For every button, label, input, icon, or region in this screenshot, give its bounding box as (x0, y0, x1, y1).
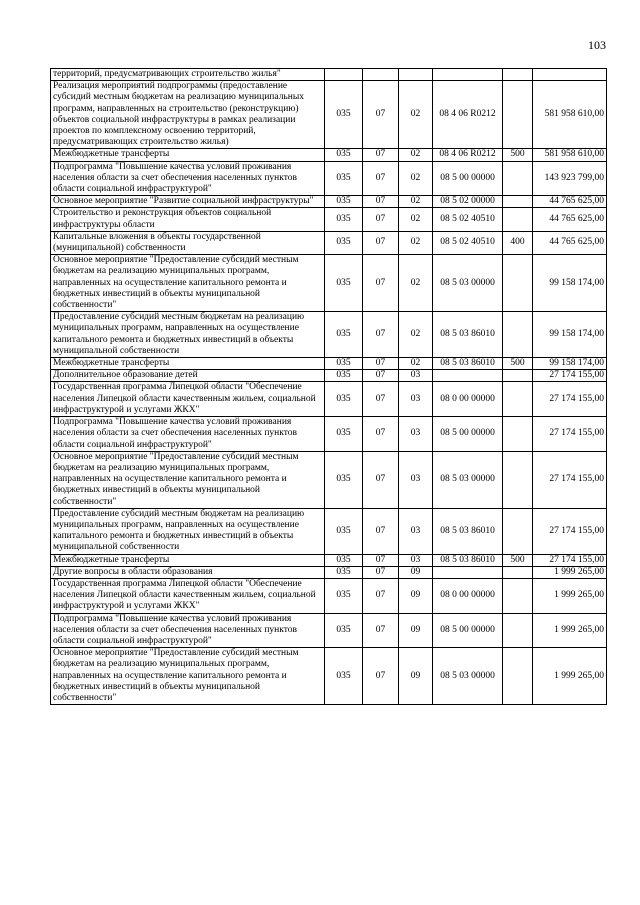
amount-cell: 27 174 155,00 (533, 508, 607, 554)
admin-code-cell: 035 (325, 566, 363, 578)
amount-cell: 99 158 174,00 (533, 255, 607, 312)
target-code-cell: 08 0 00 00000 (433, 578, 503, 613)
table-row (51, 554, 607, 566)
target-code-cell: 08 5 03 86010 (433, 554, 503, 566)
amount-cell: 1 999 265,00 (533, 613, 607, 648)
subsection-cell: 02 (399, 161, 433, 196)
row-name-cell: Межбюджетные трансферты (51, 554, 325, 566)
expense-type-cell: 500 (503, 149, 533, 161)
table-row (51, 613, 607, 648)
table-row (51, 451, 607, 508)
table-row (51, 566, 607, 578)
admin-code-cell: 035 (325, 255, 363, 312)
admin-code-cell: 035 (325, 578, 363, 613)
section-cell: 07 (363, 382, 399, 417)
table-row (51, 508, 607, 554)
expense-type-cell (503, 81, 533, 149)
target-code-cell (433, 370, 503, 382)
expense-type-cell (503, 196, 533, 208)
admin-code-cell: 035 (325, 613, 363, 648)
admin-code-cell: 035 (325, 382, 363, 417)
amount-cell: 1 999 265,00 (533, 566, 607, 578)
row-name-cell: Межбюджетные трансферты (51, 149, 325, 161)
amount-cell: 1 999 265,00 (533, 648, 607, 705)
section-cell (363, 69, 399, 81)
amount-cell: 27 174 155,00 (533, 370, 607, 382)
target-code-cell: 08 4 06 R0212 (433, 81, 503, 149)
subsection-cell: 02 (399, 358, 433, 370)
section-cell: 07 (363, 196, 399, 208)
subsection-cell: 03 (399, 508, 433, 554)
section-cell: 07 (363, 255, 399, 312)
admin-code-cell: 035 (325, 451, 363, 508)
amount-cell: 581 958 610,00 (533, 149, 607, 161)
row-name-cell: Предоставление субсидий местным бюджетам на реализацию муниципальных программ, направленных на осуществление капитального ремонта и бюджетных инвестиций в объекты муниципальной собственности (51, 312, 325, 358)
subsection-cell: 02 (399, 312, 433, 358)
table-row (51, 382, 607, 417)
section-cell: 07 (363, 312, 399, 358)
amount-cell: 44 765 625,00 (533, 231, 607, 254)
section-cell: 07 (363, 648, 399, 705)
expense-type-cell (503, 566, 533, 578)
section-cell: 07 (363, 578, 399, 613)
amount-cell: 99 158 174,00 (533, 358, 607, 370)
section-cell: 07 (363, 566, 399, 578)
table-row (51, 358, 607, 370)
target-code-cell: 08 5 03 86010 (433, 358, 503, 370)
row-name-cell: Подпрограмма "Повышение качества условий проживания населения области за счет обеспечения населенных пунктов области социальной инфраструктурой" (51, 613, 325, 648)
admin-code-cell (325, 69, 363, 81)
subsection-cell: 09 (399, 648, 433, 705)
admin-code-cell: 035 (325, 149, 363, 161)
row-name-cell: Реализация мероприятий подпрограммы (предоставление субсидий местным бюджетам на реализацию муниципальных программ, направленных на строительство (реконструкцию) объектов социальной инфраструктуры в рамках реализации проектов по комплексному освоению территорий, предусматривающих строительство жилья) (51, 81, 325, 149)
admin-code-cell: 035 (325, 370, 363, 382)
admin-code-cell: 035 (325, 81, 363, 149)
row-name-cell: Дополнительное образование детей (51, 370, 325, 382)
target-code-cell: 08 5 00 00000 (433, 417, 503, 452)
target-code-cell: 08 5 02 00000 (433, 196, 503, 208)
section-cell: 07 (363, 451, 399, 508)
subsection-cell: 09 (399, 578, 433, 613)
admin-code-cell: 035 (325, 161, 363, 196)
table-row (51, 161, 607, 196)
subsection-cell: 02 (399, 231, 433, 254)
expense-type-cell (503, 69, 533, 81)
expense-type-cell (503, 370, 533, 382)
admin-code-cell: 035 (325, 196, 363, 208)
subsection-cell: 02 (399, 196, 433, 208)
table-row (51, 81, 607, 149)
budget-table (50, 68, 607, 705)
expense-type-cell (503, 255, 533, 312)
amount-cell: 581 958 610,00 (533, 81, 607, 149)
row-name-cell: Другие вопросы в области образования (51, 566, 325, 578)
expense-type-cell (503, 417, 533, 452)
admin-code-cell: 035 (325, 231, 363, 254)
target-code-cell: 08 5 03 00000 (433, 451, 503, 508)
admin-code-cell: 035 (325, 312, 363, 358)
table-row (51, 312, 607, 358)
subsection-cell: 02 (399, 208, 433, 231)
target-code-cell: 08 0 00 00000 (433, 382, 503, 417)
expense-type-cell: 500 (503, 358, 533, 370)
subsection-cell: 03 (399, 382, 433, 417)
expense-type-cell (503, 508, 533, 554)
table-row (51, 417, 607, 452)
target-code-cell: 08 5 03 86010 (433, 312, 503, 358)
section-cell: 07 (363, 417, 399, 452)
section-cell: 07 (363, 370, 399, 382)
expense-type-cell (503, 578, 533, 613)
row-name-cell: Основное мероприятие "Развитие социальной инфраструктуры" (51, 196, 325, 208)
row-name-cell: территорий, предусматривающих строительство жилья" (51, 69, 325, 81)
row-name-cell: Основное мероприятие "Предоставление субсидий местным бюджетам на реализацию муниципальных программ, направленных на осуществление капитального ремонта и бюджетных инвестиций в объекты муниципальной собственности" (51, 648, 325, 705)
row-name-cell: Государственная программа Липецкой области "Обеспечение населения Липецкой области качественным жильем, социальной инфраструктурой и услугами ЖКХ" (51, 578, 325, 613)
amount-cell (533, 69, 607, 81)
subsection-cell: 03 (399, 417, 433, 452)
target-code-cell: 08 5 02 40510 (433, 231, 503, 254)
section-cell: 07 (363, 208, 399, 231)
amount-cell: 27 174 155,00 (533, 554, 607, 566)
row-name-cell: Подпрограмма "Повышение качества условий проживания населения области за счет обеспечения населенных пунктов области социальной инфраструктурой" (51, 161, 325, 196)
amount-cell: 27 174 155,00 (533, 417, 607, 452)
expense-type-cell (503, 451, 533, 508)
admin-code-cell: 035 (325, 358, 363, 370)
expense-type-cell (503, 208, 533, 231)
target-code-cell: 08 5 02 40510 (433, 208, 503, 231)
row-name-cell: Предоставление субсидий местным бюджетам на реализацию муниципальных программ, направленных на осуществление капитального ремонта и бюджетных инвестиций в объекты муниципальной собственности (51, 508, 325, 554)
subsection-cell: 09 (399, 613, 433, 648)
section-cell: 07 (363, 508, 399, 554)
table-body (51, 69, 607, 705)
admin-code-cell: 035 (325, 554, 363, 566)
amount-cell: 44 765 625,00 (533, 208, 607, 231)
table-row (51, 578, 607, 613)
section-cell: 07 (363, 613, 399, 648)
row-name-cell: Основное мероприятие "Предоставление субсидий местным бюджетам на реализацию муниципальных программ, направленных на осуществление капитального ремонта и бюджетных инвестиций в объекты муниципальной собственности" (51, 451, 325, 508)
section-cell: 07 (363, 81, 399, 149)
table-row (51, 648, 607, 705)
subsection-cell: 09 (399, 566, 433, 578)
admin-code-cell: 035 (325, 208, 363, 231)
subsection-cell: 02 (399, 149, 433, 161)
target-code-cell: 08 5 00 00000 (433, 161, 503, 196)
section-cell: 07 (363, 554, 399, 566)
section-cell: 07 (363, 149, 399, 161)
amount-cell: 44 765 625,00 (533, 196, 607, 208)
section-cell: 07 (363, 231, 399, 254)
row-name-cell: Основное мероприятие "Предоставление субсидий местным бюджетам на реализацию муниципальных программ, направленных на осуществление капитального ремонта и бюджетных инвестиций в объекты муниципальной собственности" (51, 255, 325, 312)
page-number: 103 (588, 38, 606, 52)
subsection-cell: 02 (399, 255, 433, 312)
section-cell: 07 (363, 161, 399, 196)
expense-type-cell (503, 648, 533, 705)
row-name-cell: Межбюджетные трансферты (51, 358, 325, 370)
amount-cell: 1 999 265,00 (533, 578, 607, 613)
row-name-cell: Государственная программа Липецкой области "Обеспечение населения Липецкой области качественным жильем, социальной инфраструктурой и услугами ЖКХ" (51, 382, 325, 417)
table-row (51, 208, 607, 231)
amount-cell: 143 923 799,00 (533, 161, 607, 196)
table-row (51, 255, 607, 312)
row-name-cell: Подпрограмма "Повышение качества условий проживания населения области за счет обеспечения населенных пунктов области социальной инфраструктурой" (51, 417, 325, 452)
row-name-cell: Капитальные вложения в объекты государственной (муниципальной) собственности (51, 231, 325, 254)
target-code-cell: 08 4 06 R0212 (433, 149, 503, 161)
table-row (51, 196, 607, 208)
target-code-cell (433, 566, 503, 578)
expense-type-cell (503, 613, 533, 648)
subsection-cell: 03 (399, 451, 433, 508)
target-code-cell: 08 5 03 86010 (433, 508, 503, 554)
target-code-cell: 08 5 00 00000 (433, 613, 503, 648)
table-row (51, 149, 607, 161)
table-row (51, 370, 607, 382)
expense-type-cell: 400 (503, 231, 533, 254)
row-name-cell: Строительство и реконструкция объектов социальной инфраструктуры области (51, 208, 325, 231)
amount-cell: 27 174 155,00 (533, 451, 607, 508)
subsection-cell (399, 69, 433, 81)
table-row (51, 69, 607, 81)
admin-code-cell: 035 (325, 648, 363, 705)
admin-code-cell: 035 (325, 508, 363, 554)
subsection-cell: 02 (399, 81, 433, 149)
target-code-cell (433, 69, 503, 81)
target-code-cell: 08 5 03 00000 (433, 255, 503, 312)
amount-cell: 27 174 155,00 (533, 382, 607, 417)
table-row (51, 231, 607, 254)
subsection-cell: 03 (399, 554, 433, 566)
admin-code-cell: 035 (325, 417, 363, 452)
expense-type-cell: 500 (503, 554, 533, 566)
expense-type-cell (503, 382, 533, 417)
target-code-cell: 08 5 03 00000 (433, 648, 503, 705)
section-cell: 07 (363, 358, 399, 370)
expense-type-cell (503, 161, 533, 196)
amount-cell: 99 158 174,00 (533, 312, 607, 358)
subsection-cell: 03 (399, 370, 433, 382)
expense-type-cell (503, 312, 533, 358)
